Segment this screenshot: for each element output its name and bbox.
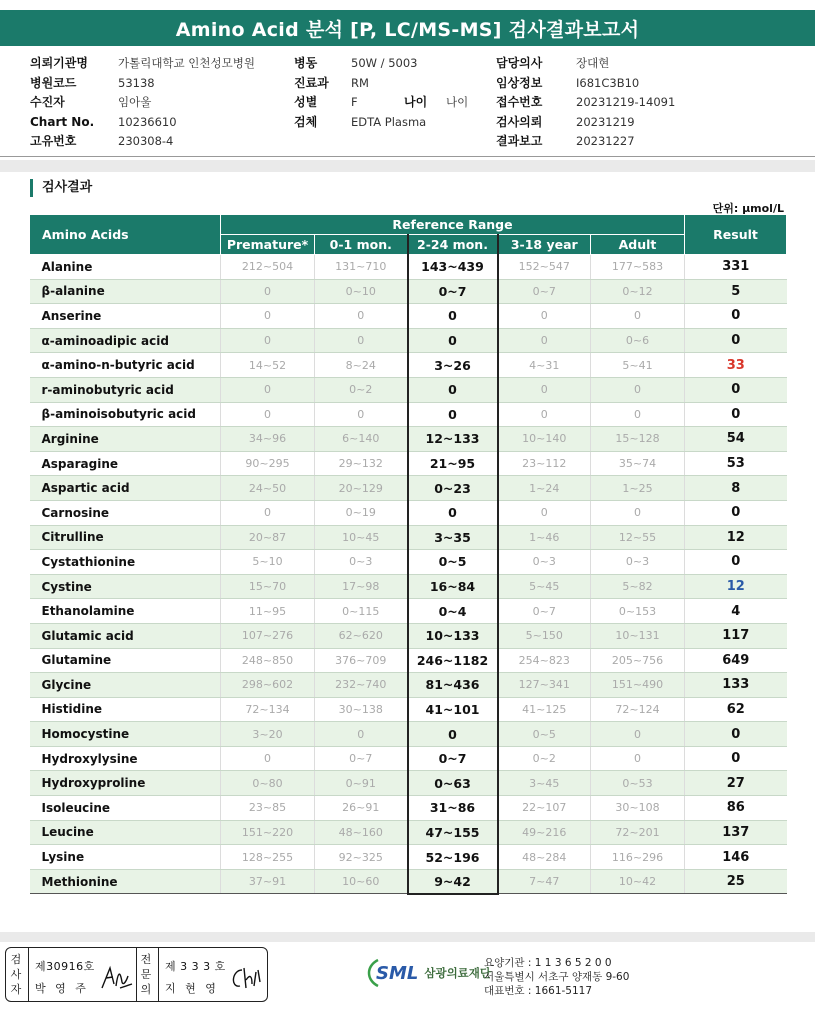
- reference-value: 0: [221, 279, 315, 304]
- reference-value: 22~107: [498, 796, 591, 821]
- reference-value: 3~35: [408, 525, 498, 550]
- reference-value: 6~140: [315, 427, 408, 452]
- reference-value: 48~160: [315, 820, 408, 845]
- label-char: 사: [10, 968, 22, 981]
- table-row: [30, 697, 787, 722]
- specialist-signature: [228, 962, 264, 992]
- table-row: [30, 550, 787, 575]
- reference-value: 212~504: [221, 255, 315, 280]
- result-value: 33: [685, 353, 787, 378]
- reference-value: 48~284: [498, 845, 591, 870]
- reference-value: 16~84: [408, 574, 498, 599]
- section-title: 검사결과: [30, 179, 92, 197]
- info-column-2: [294, 54, 494, 132]
- info-value: F: [351, 95, 358, 109]
- info-row: [294, 54, 494, 74]
- info-row: [294, 74, 494, 94]
- reference-value: 5~10: [221, 550, 315, 575]
- reference-value: 177~583: [591, 255, 685, 280]
- reference-value: 0~7: [408, 746, 498, 771]
- reference-value: 0: [408, 304, 498, 329]
- reference-value: 0~2: [315, 377, 408, 402]
- contact-institution-code: 요양기관 : 1 1 3 6 5 2 0 0: [484, 957, 612, 969]
- amino-acid-name: Isoleucine: [30, 796, 221, 821]
- reference-value: 72~201: [591, 820, 685, 845]
- result-value: 86: [685, 796, 787, 821]
- reference-value: 35~74: [591, 451, 685, 476]
- reference-value: 8~24: [315, 353, 408, 378]
- reference-value: 0~7: [315, 746, 408, 771]
- amino-acid-name: Methionine: [30, 869, 221, 894]
- result-value: 0: [685, 328, 787, 353]
- result-value: 25: [685, 869, 787, 894]
- reference-value: 62~620: [315, 623, 408, 648]
- reference-value: 41~125: [498, 697, 591, 722]
- reference-value: 0~3: [315, 550, 408, 575]
- reference-value: 5~150: [498, 623, 591, 648]
- result-value: 5: [685, 279, 787, 304]
- amino-acid-name: Anserine: [30, 304, 221, 329]
- table-row: [30, 304, 787, 329]
- info-value: 20231219-14091: [576, 95, 676, 109]
- reference-value: 81~436: [408, 673, 498, 698]
- reference-value: 0: [221, 377, 315, 402]
- reference-value: 49~216: [498, 820, 591, 845]
- divider: [136, 948, 137, 1001]
- info-row: [496, 74, 786, 94]
- result-value: 0: [685, 722, 787, 747]
- amino-acid-name: Glutamine: [30, 648, 221, 673]
- result-value: 331: [685, 255, 787, 280]
- result-value: 53: [685, 451, 787, 476]
- reference-value: 0: [221, 746, 315, 771]
- result-value: 0: [685, 550, 787, 575]
- label-char: 자: [10, 983, 22, 996]
- reference-value: 31~86: [408, 796, 498, 821]
- table-row: [30, 525, 787, 550]
- reference-value: 24~50: [221, 476, 315, 501]
- reference-value: 0: [408, 402, 498, 427]
- reference-value: 1~24: [498, 476, 591, 501]
- reference-value: 5~45: [498, 574, 591, 599]
- reference-value: 254~823: [498, 648, 591, 673]
- reference-value: 0~2: [498, 746, 591, 771]
- reference-value: 232~740: [315, 673, 408, 698]
- label-char: 전: [140, 953, 152, 966]
- amino-acid-name: β-aminoisobutyric acid: [30, 402, 221, 427]
- info-value: RM: [351, 75, 369, 90]
- reference-value: 9~42: [408, 869, 498, 894]
- amino-acid-name: Alanine: [30, 255, 221, 280]
- info-row: [496, 132, 786, 152]
- reference-value: 47~155: [408, 820, 498, 845]
- reference-value: 37~91: [221, 869, 315, 894]
- reference-value: 26~91: [315, 796, 408, 821]
- reference-value: 17~98: [315, 574, 408, 599]
- reference-value: 12~133: [408, 427, 498, 452]
- reference-value: 30~108: [591, 796, 685, 821]
- table-row: [30, 451, 787, 476]
- contact-address: 서울특별시 서초구 양재동 9-60: [484, 971, 630, 983]
- result-value: 137: [685, 820, 787, 845]
- reference-value: 298~602: [221, 673, 315, 698]
- info-row: [30, 132, 290, 152]
- info-row: [496, 113, 786, 133]
- reference-value: 0: [315, 402, 408, 427]
- patient-info: [30, 54, 790, 154]
- reference-value: 5~82: [591, 574, 685, 599]
- info-row: [30, 54, 290, 74]
- reference-value: 11~95: [221, 599, 315, 624]
- label-char: 의: [140, 983, 152, 996]
- info-label: 임상정보: [496, 75, 543, 90]
- inspector-number: 제30916호: [35, 960, 95, 973]
- info-row: [496, 93, 786, 113]
- reference-value: 0: [498, 500, 591, 525]
- signature-box: [5, 947, 268, 1002]
- reference-value: 29~132: [315, 451, 408, 476]
- specialist-name: 지 현 영: [165, 982, 219, 995]
- info-label: 접수번호: [496, 95, 543, 109]
- results-table: [29, 214, 787, 895]
- result-value: 0: [685, 377, 787, 402]
- info-value: I681C3B10: [576, 75, 640, 90]
- info-label: 나이: [404, 95, 428, 109]
- info-value: 임아울: [118, 95, 152, 109]
- result-value: 146: [685, 845, 787, 870]
- reference-value: 0~3: [591, 550, 685, 575]
- info-value: 53138: [118, 75, 155, 90]
- table-row: [30, 353, 787, 378]
- info-row: [30, 113, 290, 133]
- divider: [28, 948, 29, 1001]
- unit-label: 단위: μmol/L: [712, 202, 784, 215]
- reference-value: 3~20: [221, 722, 315, 747]
- amino-acid-name: r-aminobutyric acid: [30, 377, 221, 402]
- reference-value: 0: [408, 722, 498, 747]
- reference-value: 116~296: [591, 845, 685, 870]
- reference-value: 143~439: [408, 255, 498, 280]
- info-label: 성별: [294, 95, 318, 109]
- info-column-1: [30, 54, 290, 152]
- table-row: [30, 255, 787, 280]
- reference-value: 10~45: [315, 525, 408, 550]
- header-reference-range: Reference Range: [221, 215, 685, 235]
- info-label: 의뢰기관명: [30, 56, 88, 70]
- table-row: [30, 427, 787, 452]
- header-adult: Adult: [591, 235, 685, 255]
- reference-value: 1~25: [591, 476, 685, 501]
- reference-value: 7~47: [498, 869, 591, 894]
- reference-value: 0: [408, 328, 498, 353]
- amino-acid-name: Citrulline: [30, 525, 221, 550]
- logo-mark: SML: [376, 962, 419, 984]
- result-value: 27: [685, 771, 787, 796]
- reference-value: 15~128: [591, 427, 685, 452]
- info-label: 담당의사: [496, 56, 543, 70]
- reference-value: 0: [315, 328, 408, 353]
- reference-value: 0~6: [591, 328, 685, 353]
- result-value: 117: [685, 623, 787, 648]
- reference-value: 0~7: [408, 279, 498, 304]
- reference-value: 0: [408, 500, 498, 525]
- info-value: 20231219: [576, 114, 635, 129]
- reference-value: 0~7: [498, 279, 591, 304]
- header-2-24-mon: 2-24 mon.: [408, 235, 498, 255]
- table-row: [30, 820, 787, 845]
- info-row: [30, 93, 290, 113]
- header-result: Result: [685, 215, 787, 255]
- specialist-label: [139, 952, 153, 997]
- contact-phone: 대표번호 : 1661-5117: [484, 985, 593, 997]
- info-value: 10236610: [118, 114, 177, 129]
- reference-value: 10~133: [408, 623, 498, 648]
- reference-value: 14~52: [221, 353, 315, 378]
- header-3-18-year: 3-18 year: [498, 235, 591, 255]
- info-value: 230308-4: [118, 134, 174, 148]
- reference-value: 0~3: [498, 550, 591, 575]
- info-label: 병원코드: [30, 75, 77, 90]
- reference-value: 0: [591, 746, 685, 771]
- amino-acid-name: Aspartic acid: [30, 476, 221, 501]
- contact-info: [484, 956, 629, 998]
- reference-value: 0: [221, 402, 315, 427]
- inspector-signature: [98, 962, 134, 992]
- info-row: [294, 113, 494, 133]
- reference-value: 131~710: [315, 255, 408, 280]
- info-label: 검체: [294, 114, 318, 129]
- reference-value: 52~196: [408, 845, 498, 870]
- reference-value: 20~87: [221, 525, 315, 550]
- info-row: [30, 74, 290, 94]
- reference-value: 90~295: [221, 451, 315, 476]
- reference-value: 0: [315, 304, 408, 329]
- table-row: [30, 623, 787, 648]
- info-label: 진료과: [294, 75, 329, 90]
- reference-value: 0: [221, 328, 315, 353]
- result-value: 0: [685, 304, 787, 329]
- amino-acid-name: Hydroxylysine: [30, 746, 221, 771]
- info-label: 수진자: [30, 95, 65, 109]
- reference-value: 3~26: [408, 353, 498, 378]
- inspector-name: 박 영 주: [35, 982, 89, 995]
- info-label: 고유번호: [30, 134, 77, 148]
- reference-value: 0: [408, 377, 498, 402]
- label-char: 문: [140, 968, 152, 981]
- amino-acid-name: Lysine: [30, 845, 221, 870]
- info-divider: [0, 156, 815, 157]
- reference-value: 20~129: [315, 476, 408, 501]
- result-value: 8: [685, 476, 787, 501]
- reference-value: 0: [591, 722, 685, 747]
- amino-acid-name: β-alanine: [30, 279, 221, 304]
- specialist-number: 제 3 3 3 호: [165, 960, 226, 973]
- header-premature: Premature*: [221, 235, 315, 255]
- reference-value: 0: [591, 500, 685, 525]
- info-label: 병동: [294, 56, 318, 70]
- reference-value: 1~46: [498, 525, 591, 550]
- reference-value: 92~325: [315, 845, 408, 870]
- amino-acid-name: Cystathionine: [30, 550, 221, 575]
- table-row: [30, 746, 787, 771]
- reference-value: 41~101: [408, 697, 498, 722]
- table-row: [30, 599, 787, 624]
- amino-acid-name: Arginine: [30, 427, 221, 452]
- reference-value: 0~115: [315, 599, 408, 624]
- amino-acid-name: α-aminoadipic acid: [30, 328, 221, 353]
- reference-value: 248~850: [221, 648, 315, 673]
- table-row: [30, 771, 787, 796]
- reference-value: 0: [498, 377, 591, 402]
- table-row: [30, 328, 787, 353]
- info-column-3: [496, 54, 786, 152]
- info-value: EDTA Plasma: [351, 114, 427, 129]
- info-label: 검사의뢰: [496, 114, 543, 129]
- footer-band: [0, 932, 815, 942]
- reference-value: 4~31: [498, 353, 591, 378]
- amino-acid-name: Glycine: [30, 673, 221, 698]
- amino-acid-name: Ethanolamine: [30, 599, 221, 624]
- reference-value: 0~53: [591, 771, 685, 796]
- reference-value: 246~1182: [408, 648, 498, 673]
- reference-value: 0~91: [315, 771, 408, 796]
- reference-value: 205~756: [591, 648, 685, 673]
- reference-value: 23~85: [221, 796, 315, 821]
- result-value: 4: [685, 599, 787, 624]
- results-body: [30, 255, 787, 894]
- reference-value: 0~23: [408, 476, 498, 501]
- reference-value: 107~276: [221, 623, 315, 648]
- table-row: [30, 500, 787, 525]
- reference-value: 34~96: [221, 427, 315, 452]
- amino-acid-name: Carnosine: [30, 500, 221, 525]
- info-value: 가톨릭대학교 인천성모병원: [118, 56, 255, 70]
- reference-value: 0: [591, 377, 685, 402]
- info-value: 20231227: [576, 134, 635, 148]
- label-char: 검: [10, 953, 22, 966]
- result-value: 62: [685, 697, 787, 722]
- inspector-label: [9, 952, 23, 997]
- result-value: 0: [685, 402, 787, 427]
- reference-value: 72~134: [221, 697, 315, 722]
- reference-value: 0~5: [408, 550, 498, 575]
- reference-value: 15~70: [221, 574, 315, 599]
- reference-value: 128~255: [221, 845, 315, 870]
- separator-band: [0, 160, 815, 172]
- reference-value: 10~60: [315, 869, 408, 894]
- table-row: [30, 648, 787, 673]
- reference-value: 72~124: [591, 697, 685, 722]
- reference-value: 0: [498, 402, 591, 427]
- reference-value: 376~709: [315, 648, 408, 673]
- table-row: [30, 279, 787, 304]
- info-value: 장대현: [576, 56, 610, 70]
- divider: [158, 948, 159, 1001]
- amino-acid-name: Cystine: [30, 574, 221, 599]
- reference-value: 3~45: [498, 771, 591, 796]
- reference-value: 0~10: [315, 279, 408, 304]
- company-logo: [366, 958, 491, 988]
- report-title: Amino Acid 분석 [P, LC/MS-MS] 검사결과보고서: [0, 10, 815, 46]
- table-row: [30, 722, 787, 747]
- reference-value: 5~41: [591, 353, 685, 378]
- table-row: [30, 377, 787, 402]
- reference-value: 127~341: [498, 673, 591, 698]
- reference-value: 151~220: [221, 820, 315, 845]
- result-value: 12: [685, 525, 787, 550]
- amino-acid-name: α-amino-n-butyric acid: [30, 353, 221, 378]
- table-row: [30, 796, 787, 821]
- reference-value: 10~42: [591, 869, 685, 894]
- reference-value: 12~55: [591, 525, 685, 550]
- result-value: 0: [685, 746, 787, 771]
- result-value: 649: [685, 648, 787, 673]
- amino-acid-name: Histidine: [30, 697, 221, 722]
- reference-value: 0: [221, 500, 315, 525]
- result-value: 0: [685, 500, 787, 525]
- reference-value: 21~95: [408, 451, 498, 476]
- reference-value: 0: [498, 328, 591, 353]
- info-value: 나이: [446, 95, 469, 109]
- amino-acid-name: Asparagine: [30, 451, 221, 476]
- table-row: [30, 574, 787, 599]
- result-value: 54: [685, 427, 787, 452]
- reference-value: 0~63: [408, 771, 498, 796]
- reference-value: 0~80: [221, 771, 315, 796]
- reference-value: 0: [591, 402, 685, 427]
- result-value: 12: [685, 574, 787, 599]
- reference-value: 0~12: [591, 279, 685, 304]
- info-label: Chart No.: [30, 114, 95, 129]
- reference-value: 23~112: [498, 451, 591, 476]
- amino-acid-name: Leucine: [30, 820, 221, 845]
- reference-value: 0: [221, 304, 315, 329]
- amino-acid-name: Homocystine: [30, 722, 221, 747]
- reference-value: 0~153: [591, 599, 685, 624]
- reference-value: 0~7: [498, 599, 591, 624]
- info-value: 50W / 5003: [351, 56, 418, 70]
- table-row: [30, 402, 787, 427]
- reference-value: 0: [498, 304, 591, 329]
- table-row: [30, 476, 787, 501]
- amino-acid-name: Hydroxyproline: [30, 771, 221, 796]
- table-row: [30, 673, 787, 698]
- reference-value: 0~19: [315, 500, 408, 525]
- reference-value: 152~547: [498, 255, 591, 280]
- reference-value: 10~140: [498, 427, 591, 452]
- header-0-1-mon: 0-1 mon.: [315, 235, 408, 255]
- header-amino-acids: Amino Acids: [30, 215, 221, 255]
- reference-value: 0: [315, 722, 408, 747]
- amino-acid-name: Glutamic acid: [30, 623, 221, 648]
- reference-value: 0: [591, 304, 685, 329]
- info-row: [496, 54, 786, 74]
- result-value: 133: [685, 673, 787, 698]
- table-row: [30, 845, 787, 870]
- reference-value: 10~131: [591, 623, 685, 648]
- table-row: [30, 869, 787, 894]
- reference-value: 0~4: [408, 599, 498, 624]
- info-label: 결과보고: [496, 134, 543, 148]
- info-row: [294, 93, 494, 113]
- reference-value: 30~138: [315, 697, 408, 722]
- reference-value: 0~5: [498, 722, 591, 747]
- logo-org-name: 삼광의료재단: [424, 966, 492, 980]
- reference-value: 151~490: [591, 673, 685, 698]
